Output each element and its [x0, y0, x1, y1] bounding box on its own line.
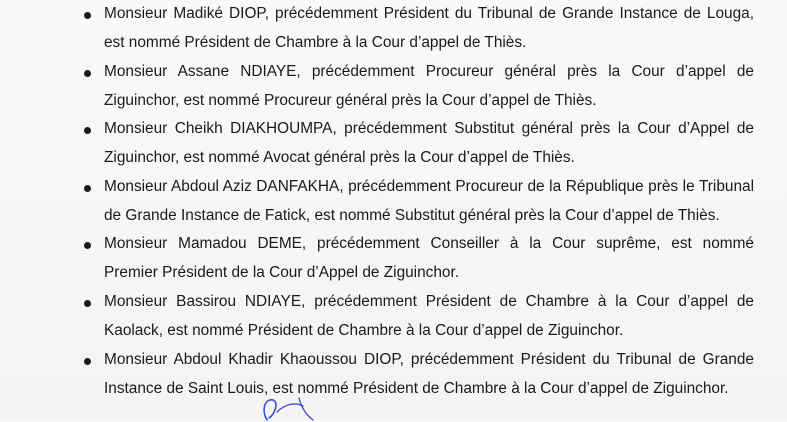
list-item [0, 292, 787, 350]
list-item [0, 4, 787, 62]
list-item [0, 234, 787, 292]
item-line-2: Premier Président de la Cour d’Appel de Ziguinchor. [104, 264, 460, 282]
appointments-list [0, 4, 787, 407]
list-item [0, 62, 787, 120]
bullet-icon [84, 12, 91, 19]
bullet-icon [84, 127, 91, 134]
item-line-2: Ziguinchor, est nommé Avocat général près la Cour d’appel de Thiès. [104, 149, 575, 167]
bullet-icon [84, 300, 91, 307]
bullet-icon [84, 185, 91, 192]
item-line-1: Monsieur Assane NDIAYE, précédemment Procureur général près la Cour d’appel de [104, 62, 754, 80]
bullet-icon [84, 358, 91, 365]
signature-mark-icon [255, 392, 325, 422]
item-line-1: Monsieur Madiké DIOP, précédemment Président du Tribunal de Grande Instance de Louga, [104, 5, 754, 22]
item-line-1: Monsieur Bassirou NDIAYE, précédemment Président de Chambre à la Cour d’appel de [104, 292, 754, 310]
item-line-2: Instance de Saint Louis, est nommé Président de Chambre à la Cour d’appel de Ziguinchor. [104, 379, 729, 397]
list-item [0, 177, 787, 235]
item-line-2: Ziguinchor, est nommé Procureur général près la Cour d’appel de Thiès. [104, 91, 597, 109]
item-line-1: Monsieur Cheikh DIAKHOUMPA, précédemment Substitut général près la Cour d’Appel de [104, 120, 754, 138]
item-line-2: Kaolack, est nommé Président de Chambre à la Cour d’appel de Ziguinchor. [104, 321, 624, 339]
item-line-1: Monsieur Abdoul Khadir Khaoussou DIOP, précédemment Président du Tribunal de Grande [104, 350, 754, 368]
item-line-1: Monsieur Mamadou DEME, précédemment Conseiller à la Cour suprême, est nommé [104, 235, 754, 253]
item-line-2: de Grande Instance de Fatick, est nommé Substitut général près la Cour d’appel de Thiès. [104, 206, 720, 224]
item-line-1: Monsieur Abdoul Aziz DANFAKHA, précédemment Procureur de la République près le Tribunal [104, 177, 754, 195]
bullet-icon [84, 70, 91, 77]
item-line-2: est nommé Président de Chambre à la Cour d’appel de Thiès. [104, 34, 527, 51]
bullet-icon [84, 242, 91, 249]
list-item [0, 350, 787, 408]
list-item [0, 119, 787, 177]
